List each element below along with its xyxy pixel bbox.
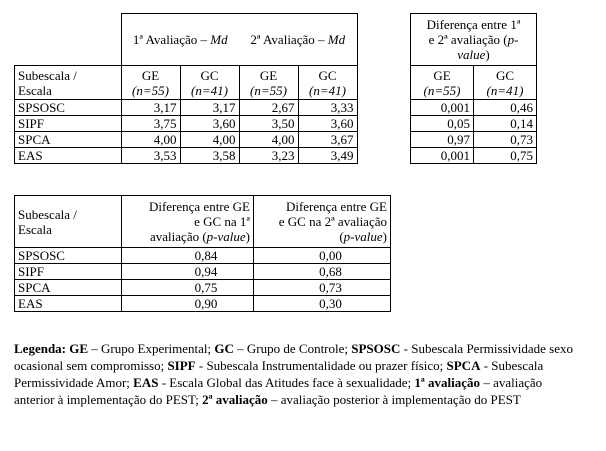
- col-ge2: GE (n=55): [239, 66, 298, 100]
- table-row: EAS 0,90 0,30: [15, 296, 391, 312]
- table-row: SPCA 0,75 0,73: [15, 280, 391, 296]
- col-gc: GC (n=41): [474, 66, 537, 100]
- table-row: SPSOSC 0,84 0,00: [15, 248, 391, 264]
- table-row: 0,05 0,14: [411, 116, 537, 132]
- header-first-eval-difference: Diferença entre GE e GC na 1ª avaliação (p-value): [122, 196, 254, 248]
- table-row: 0,001 0,75: [411, 148, 537, 164]
- header-eval2: 2ª Avaliação – Md: [239, 14, 357, 66]
- table-row: SPCA 4,00 4,00 4,00 3,67: [15, 132, 358, 148]
- evaluation-medians-table: [14, 13, 358, 164]
- table-row: SIPF 3,75 3,60 3,50 3,60: [15, 116, 358, 132]
- header-second-eval-difference: Diferença entre GE e GC na 2ª avaliação (p-value): [254, 196, 391, 248]
- group-difference-table: [14, 195, 391, 312]
- col-ge1: GE (n=55): [121, 66, 180, 100]
- col-ge: GE (n=55): [411, 66, 474, 100]
- difference-evaluations-table: [410, 13, 537, 164]
- col-gc2: GC (n=41): [298, 66, 357, 100]
- table-row: SIPF 0,94 0,68: [15, 264, 391, 280]
- col-gc1: GC (n=41): [180, 66, 239, 100]
- header-difference: Diferença entre 1ª e 2ª avaliação (p- value): [411, 14, 537, 66]
- table-row: SPSOSC 3,17 3,17 2,67 3,33: [15, 100, 358, 116]
- table-row: 0,001 0,46: [411, 100, 537, 116]
- legend: Legenda: GE – Grupo Experimental; GC – Grupo de Controle; SPSOSC - Subescala Permissividade sexo ocasional sem compromisso; SIPF - Subescala Instrumentalidade ou prazer físico; SPCA - Subescala Permissividade Amor; EAS - Escala Global das Atitudes face à sexualidade; 1ª avaliação – avaliação anterior à implementação do PEST; 2ª avaliação – avaliação posterior à implementação do PEST: [14, 341, 573, 407]
- table-row: EAS 3,53 3,58 3,23 3,49: [15, 148, 358, 164]
- row-header: Subescala / Escala: [15, 196, 122, 248]
- legend-title: Legenda:: [14, 341, 66, 356]
- row-header: Subescala / Escala: [15, 66, 122, 100]
- table-row: 0,97 0,73: [411, 132, 537, 148]
- header-eval1: 1ª Avaliação – Md: [121, 14, 239, 66]
